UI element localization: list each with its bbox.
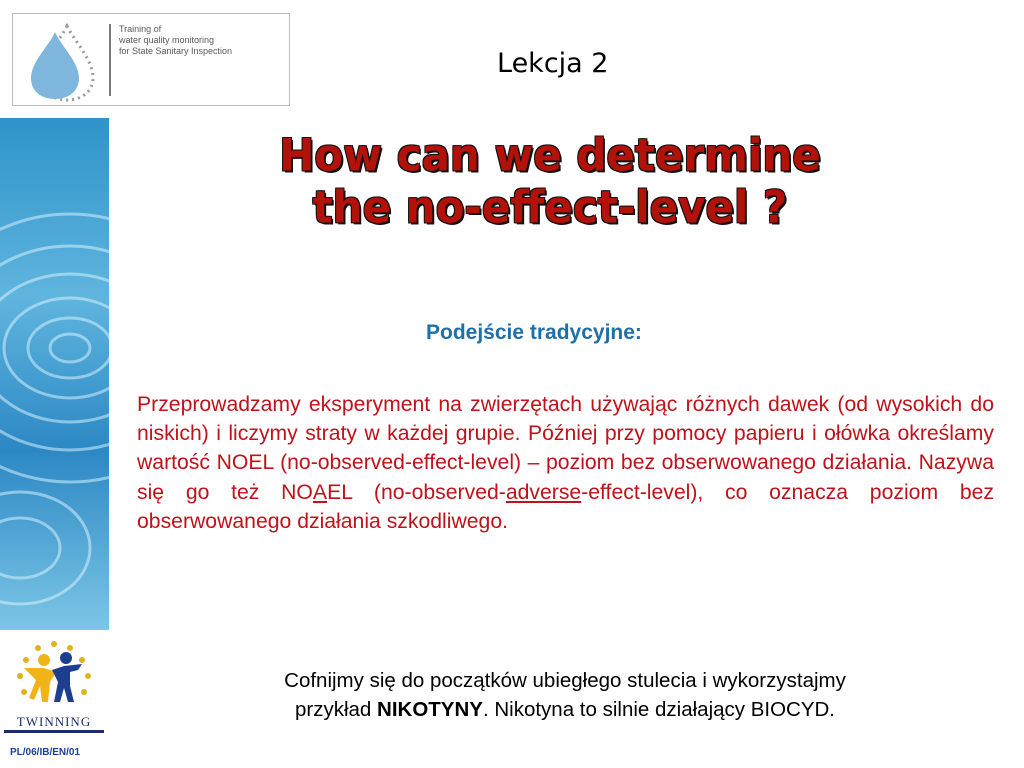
- subheading: Podejście tradycyjne:: [426, 321, 642, 344]
- paragraph-underlined-letter: A: [312, 480, 328, 504]
- paragraph-part-1: Przeprowadzamy eksperyment na zwierzętach używając różnych dawek (od wysokich do niskich) i liczymy straty w każdej grupie. Później przy pomocy papieru i ołówka określamy wartość NOEL (no-observed-effect-level) – poziom bez obserwowanego działania. Nazywa się go też NO: [137, 393, 994, 504]
- paragraph-underlined-word: adverse: [505, 480, 582, 504]
- logo-line-1: Training of: [119, 24, 162, 34]
- footer-note: [160, 666, 970, 724]
- headline-line-2: the no-effect-level ?: [312, 181, 788, 233]
- twinning-underline: [4, 730, 104, 733]
- training-logo: [12, 13, 290, 106]
- twinning-label: TWINNING: [16, 714, 92, 729]
- paragraph-part-2: EL (no-observed-: [327, 480, 506, 504]
- footer-bold-word: NIKOTYNY: [377, 698, 483, 721]
- footer-line-1: Cofnijmy się do początków ubiegłego stulecia i wykorzystajmy: [284, 669, 846, 692]
- twinning-logo: [4, 638, 104, 714]
- logo-text: [119, 24, 232, 57]
- logo-divider: [109, 24, 111, 96]
- lesson-title: Lekcja 2: [497, 48, 609, 79]
- paragraph-part-3: -effect-level), co oznacza poziom bez obserwowanego działania szkodliwego.: [137, 480, 994, 533]
- headline: [150, 129, 950, 233]
- footer-line-2: [160, 695, 970, 724]
- footer-line-2-end: . Nikotyna to silnie działający BIOCYD.: [482, 698, 836, 721]
- logo-line-3: for State Sanitary Inspection: [119, 46, 233, 56]
- headline-line-1: How can we determine: [279, 129, 821, 181]
- footer-line-2-start: przykład: [294, 698, 378, 721]
- project-code: PL/06/IB/EN/01: [10, 747, 81, 758]
- logo-line-2: water quality monitoring: [119, 35, 215, 45]
- water-ripple-image: [0, 118, 109, 630]
- water-drop-icon: [21, 20, 107, 104]
- main-paragraph: [137, 390, 994, 536]
